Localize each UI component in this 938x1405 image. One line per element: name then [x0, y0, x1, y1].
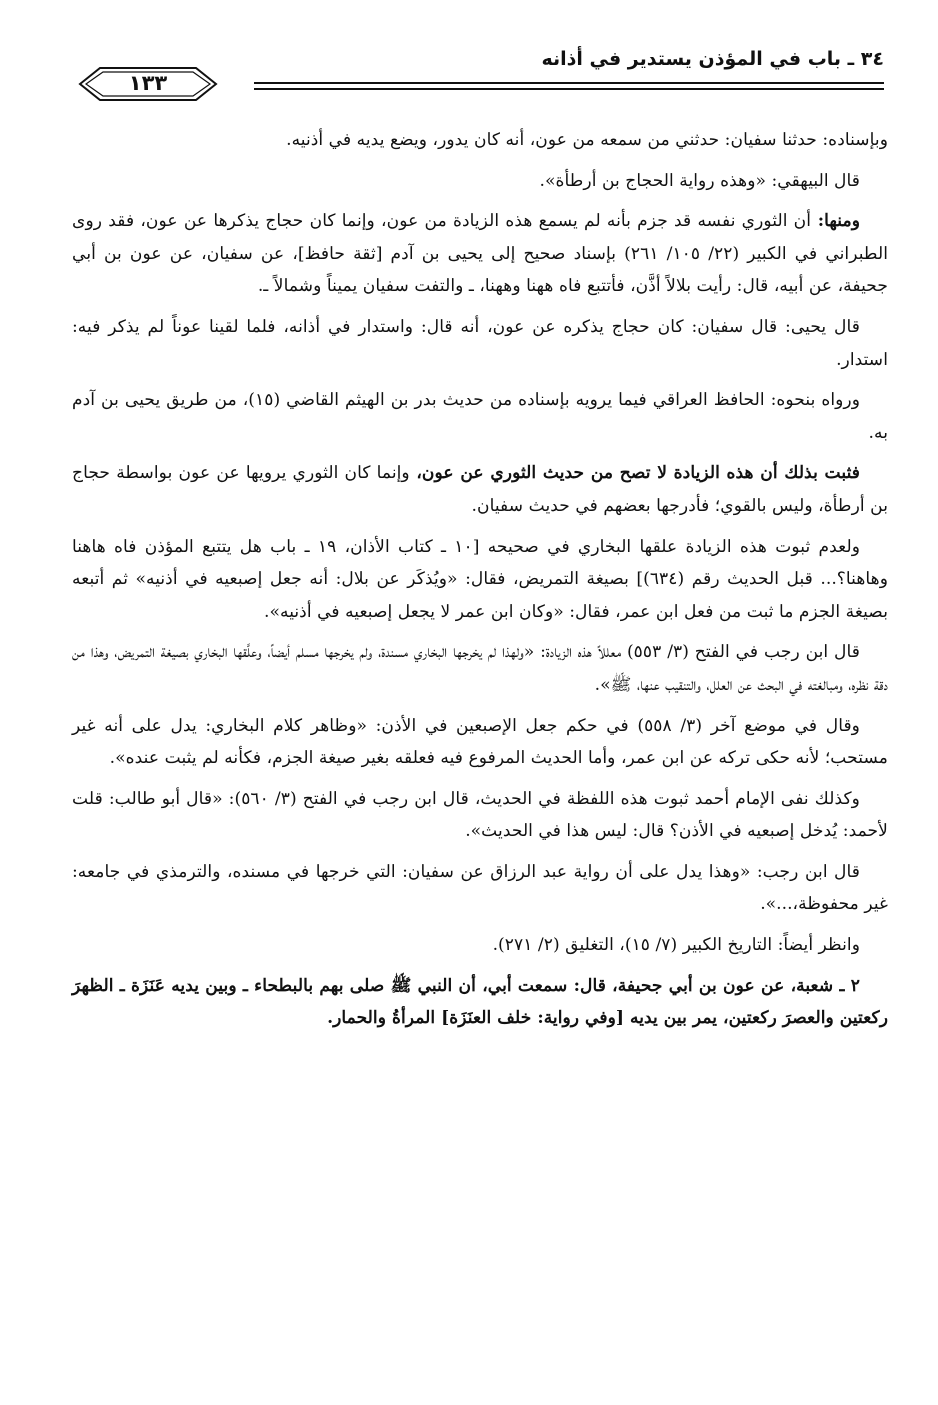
paragraph [72, 710, 888, 775]
paragraph [72, 636, 888, 701]
paragraph [72, 124, 888, 157]
paragraph [72, 311, 888, 376]
text-run: ورواه بنحوه: الحافظ العراقي فيما يرويه بإسناده من حديث بدر بن الهيثم القاضي (١٥)، من طريق يحيى بن آدم به. [72, 390, 888, 443]
paragraph [72, 970, 888, 1035]
text-run: قال ابن رجب: «وهذا يدل على أن رواية عبد الرزاق عن سفيان: التي خرجها في مسنده، والترمذي في جامعه: غير محفوظة،...». [72, 861, 888, 915]
header-rule [254, 82, 884, 84]
bold-text-run: أن النبي ﷺ صلى بهم بالبطحاء ـ وبين يديه عَنَزَة ـ الظهرَ ركعتين والعصرَ ركعتين، يمر بين يديه [وفي رواية: خلف العنَزَة] المرأةُ والحمار. [72, 975, 888, 1029]
bold-text-run: ٢ ـ شعبة، عن عون بن أبي جحيفة، قال: سمعت أبي، [475, 975, 861, 996]
bold-text-run: فثبت بذلك أن هذه الزيادة لا تصح من حديث الثوري عن عون، [409, 463, 860, 484]
text-run: قال يحيى: قال سفيان: كان حجاج يذكره عن عون، أنه قال: واستدار في أذانه، فلما لقينا عوناً لم يذكر فيه: استدار. [72, 316, 888, 370]
chapter-title: ٣٤ ـ باب في المؤذن يستدير في أذانه [541, 48, 884, 70]
text-run: ولعدم ثبوت هذه الزيادة علقها البخاري في صحيحه [١٠ ـ كتاب الأذان، ١٩ ـ باب هل يتتبع المؤذن فاه هاهنا وهاهنا؟... قبل الحديث رقم (٦٣٤)] بصيغة التمريض، فقال: «ويُذكَر عن بلال: أنه جعل إصبعيه في أذنيه» ثم أتبعه بصيغة الجزم ما ثبت من فعل ابن عمر، فقال: «وكان ابن عمر لا يجعل إصبعيه في أذنيه». [72, 536, 888, 622]
text-run: وقال في موضع آخر (٣/ ٥٥٨) في حكم جعل الإصبعين في الأذن: «وظاهر كلام البخاري: يدل على أنه غير مستحب؛ لأنه حكى تركه عن ابن عمر، وأما الحديث المرفوع فيه فعلقه بغير صيغة الجزم، فكأنه لم يثبت عنده». [72, 715, 888, 769]
page-number: ١٣٣ [128, 71, 168, 95]
page-header [72, 38, 884, 98]
text-run: وإنما كان الثوري يرويها عن عون بواسطة حجاج بن أرطأة، وليس بالقوي؛ فأدرجها بعضهم في حديث سفيان. [72, 463, 888, 516]
paragraph [72, 384, 888, 449]
text-run: وانظر أيضاً: التاريخ الكبير (٧/ ١٥)، التغليق (٢/ ٢٧١). [492, 935, 860, 956]
text-run: قال البيهقي: «وهذه رواية الحجاج بن أرطأة». [539, 170, 860, 191]
paragraph [72, 856, 888, 921]
paragraph [72, 783, 888, 848]
header-rule [254, 88, 884, 90]
page-body [72, 124, 888, 1043]
text-run: وبإسناده: حدثنا سفيان: حدثني من سمعه من عون، أنه كان يدور، ويضع يديه في أذنيه. [286, 130, 888, 150]
paragraph [72, 205, 888, 303]
paragraph [72, 531, 888, 629]
paragraph [72, 457, 888, 522]
page-number-badge [78, 64, 218, 104]
text-run: أن الثوري نفسه قد جزم بأنه لم يسمع هذه الزيادة من عون، وإنما كان حجاج يذكرها عن عون، فقد روى الطبراني في الكبير (٢٢/ ١٠٥/ ٢٦١) بإسناد صحيح إلى يحيى بن آدم [ثقة حافظ]، عن سفيان، عن عون بن أبي جحيفة، عن أبيه، قال: رأيت بلالاً أذَّن، فأتتبع فاه ههنا وههنا، ـ والتفت سفيان يميناً وشمالاً ـ. [72, 211, 888, 297]
text-run: وكذلك نفى الإمام أحمد ثبوت هذه اللفظة في الحديث، قال ابن رجب في الفتح (٣/ ٥٦٠): «قال أبو طالب: قلت لأحمد: يُدخل إصبعيه في الأذن؟ قال: ليس هذا في الحديث». [72, 788, 888, 842]
bold-text-run: ومنها: [811, 211, 860, 232]
text-run: قال ابن رجب في الفتح (٣/ ٥٥٣) معللاً هذه الزيادة: «ولهذا لم يخرجها البخاري مسندة، ولم يخرجها مسلم أيضاً، وعلَّقها البخاري بصيغة التمريض، وهذا من دقة نظره، ومبالغته في البحث عن العلل، والتنقيب عنها، ﷺ». [72, 642, 888, 695]
paragraph [72, 929, 888, 962]
paragraph [72, 165, 888, 198]
